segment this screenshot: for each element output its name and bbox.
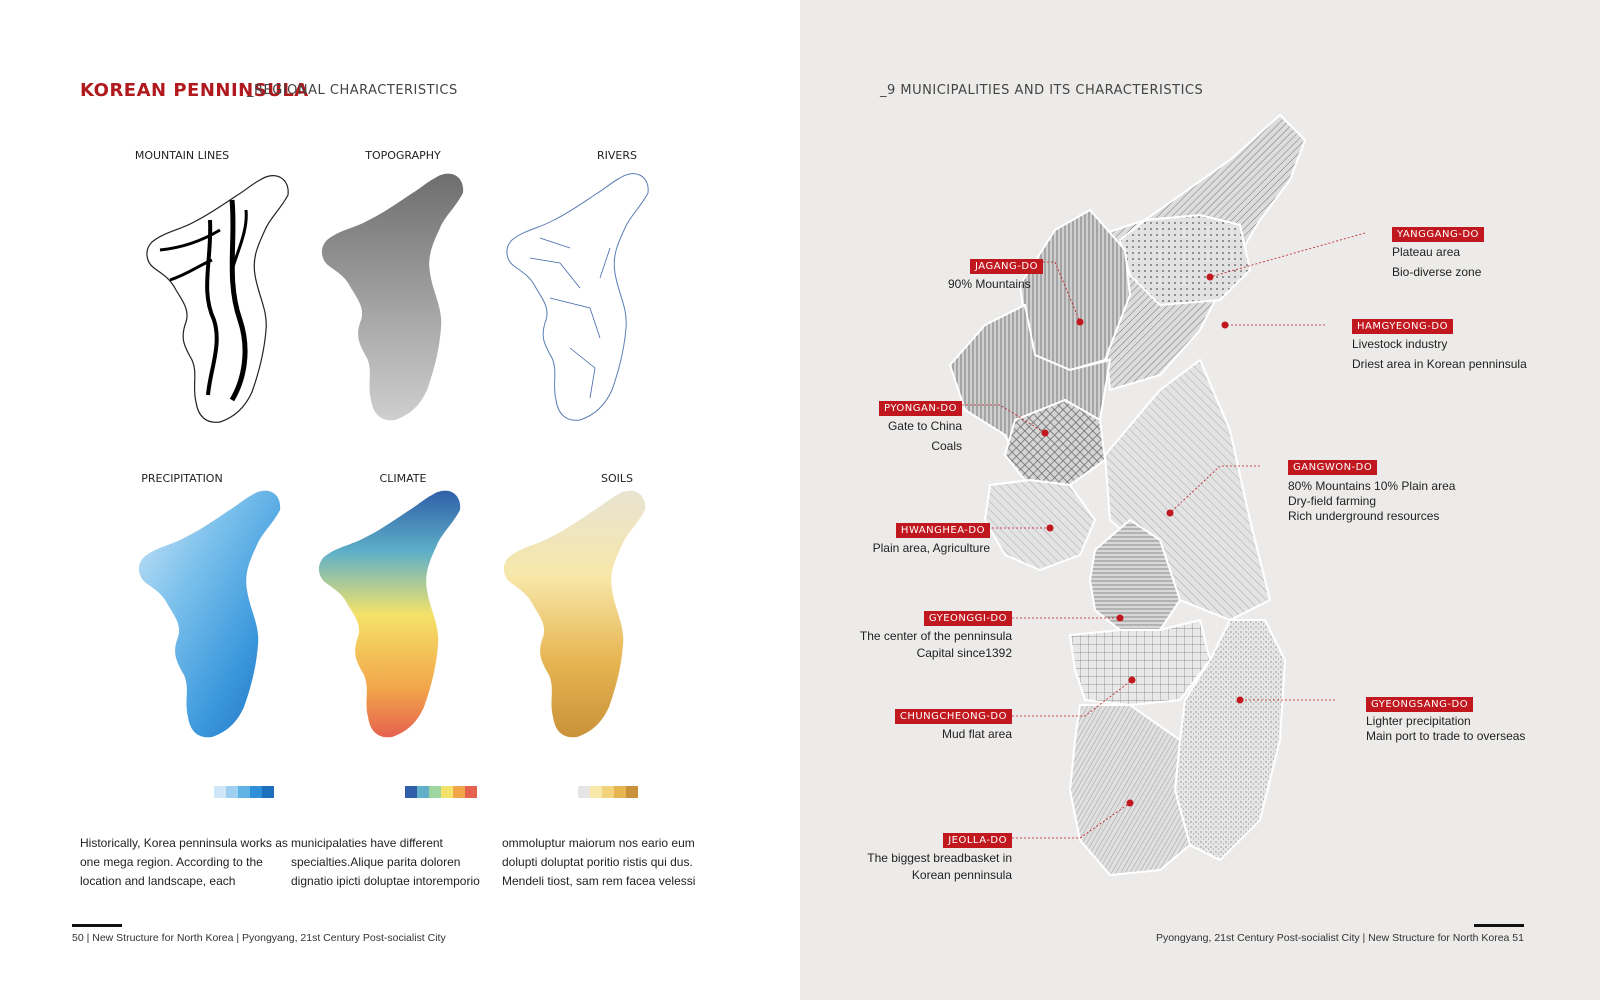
muni-desc: Driest area in Korean penninsula (1352, 357, 1527, 371)
muni-desc: Main port to trade to overseas (1366, 729, 1526, 743)
legend-swatch (441, 786, 453, 798)
muni-tag: HAMGYEONG-DO (1352, 319, 1453, 334)
mountain-lines-map (147, 176, 288, 423)
left-page-title: KOREAN PENNINSULA (80, 80, 309, 101)
footer-left: 50 | New Structure for North Korea | Pyongyang, 21st Century Post-socialist City (72, 932, 446, 944)
legend-swatch (578, 786, 590, 798)
muni-desc: The biggest breadbasket in (867, 851, 1012, 865)
muni-tag: GANGWON-DO (1288, 460, 1377, 475)
climate-map (319, 491, 460, 738)
left-page-subtitle: _REGIONAL CHARACTERISTICS (247, 83, 458, 98)
thematic-maps (0, 0, 800, 800)
body-text-column-1: Historically, Korea penninsula works as one mega region. According to the location and landscape, each (80, 836, 288, 888)
rivers-map (507, 174, 648, 421)
map-label-precipitation: PRECIPITATION (141, 472, 223, 485)
muni-pyongan (872, 398, 962, 456)
muni-desc: Mud flat area (941, 727, 1012, 741)
climate-legend (405, 786, 477, 798)
legend-swatch (602, 786, 614, 798)
map-label-mountain-lines: MOUNTAIN LINES (134, 149, 230, 162)
muni-desc: Lighter precipitation (1366, 714, 1471, 728)
muni-desc: Dry-field farming (1288, 494, 1377, 508)
muni-desc: Coals (931, 439, 962, 453)
footer-rule-left (72, 924, 122, 927)
muni-desc: 90% Mountains (948, 277, 1031, 291)
right-page-title: _9 MUNICIPALITIES AND ITS CHARACTERISTICS (880, 83, 1204, 98)
map-label-topography: TOPOGRAPHY (365, 149, 441, 162)
footer-right: Pyongyang, 21st Century Post-socialist City | New Structure for North Korea 51 (1155, 932, 1524, 944)
muni-desc: Livestock industry (1352, 337, 1448, 351)
legend-swatch (417, 786, 429, 798)
muni-desc: The center of the penninsula (859, 629, 1012, 643)
map-label-rivers: RIVERS (597, 149, 637, 162)
legend-swatch (429, 786, 441, 798)
muni-jeolla (850, 830, 1012, 884)
topography-map (322, 174, 463, 421)
muni-tag: GYEONGSANG-DO (1366, 697, 1473, 712)
legend-swatch (250, 786, 262, 798)
muni-yanggang (1392, 224, 1484, 282)
muni-chungcheong (880, 706, 1012, 744)
map-label-climate: CLIMATE (379, 472, 427, 485)
legend-swatch (238, 786, 250, 798)
muni-tag: HWANGHEA-DO (896, 523, 990, 538)
muni-desc: Capital since1392 (916, 646, 1012, 660)
muni-gangwon (1288, 457, 1455, 524)
muni-hwanghea (840, 520, 990, 558)
legend-swatch (214, 786, 226, 798)
legend-swatch (614, 786, 626, 798)
muni-desc: Korean penninsula (911, 868, 1012, 882)
muni-jagang (948, 256, 1043, 294)
muni-tag: PYONGAN-DO (879, 401, 962, 416)
legend-swatch (590, 786, 602, 798)
legend-swatch (626, 786, 638, 798)
muni-desc: Plateau area (1392, 245, 1461, 259)
muni-tag: CHUNGCHEONG-DO (895, 709, 1012, 724)
map-label-soils: SOILS (601, 472, 633, 485)
legend-swatch (262, 786, 274, 798)
legend-swatch (465, 786, 477, 798)
precipitation-legend (214, 786, 274, 798)
muni-gyeonggi (832, 608, 1012, 662)
muni-desc: Plain area, Agriculture (872, 541, 990, 555)
soils-map (504, 491, 645, 738)
legend-swatch (453, 786, 465, 798)
muni-desc: Rich underground resources (1288, 509, 1440, 523)
muni-gyeongsang (1366, 694, 1525, 744)
muni-desc: 80% Mountains 10% Plain area (1288, 479, 1456, 493)
muni-desc: Bio-diverse zone (1392, 265, 1482, 279)
body-text-column-2: municipalaties have different specialties.Alique parita doloren dignatio ipicti doluptae intoremporio (291, 836, 480, 888)
legend-swatch (405, 786, 417, 798)
precipitation-map (139, 491, 280, 738)
muni-hamgyeong (1352, 316, 1527, 374)
body-text-column-3: ommoluptur maiorum nos eario eum dolupti doluptat poritio ristis qui dus. Mendeli tiost, sam rem facea velessi (502, 836, 696, 888)
soils-legend (578, 786, 638, 798)
muni-tag: GYEONGGI-DO (924, 611, 1012, 626)
muni-tag: JAGANG-DO (970, 259, 1043, 274)
muni-tag: YANGGANG-DO (1392, 227, 1484, 242)
muni-desc: Gate to China (887, 419, 962, 433)
footer-rule-right (1474, 924, 1524, 927)
muni-tag: JEOLLA-DO (943, 833, 1012, 848)
legend-swatch (226, 786, 238, 798)
